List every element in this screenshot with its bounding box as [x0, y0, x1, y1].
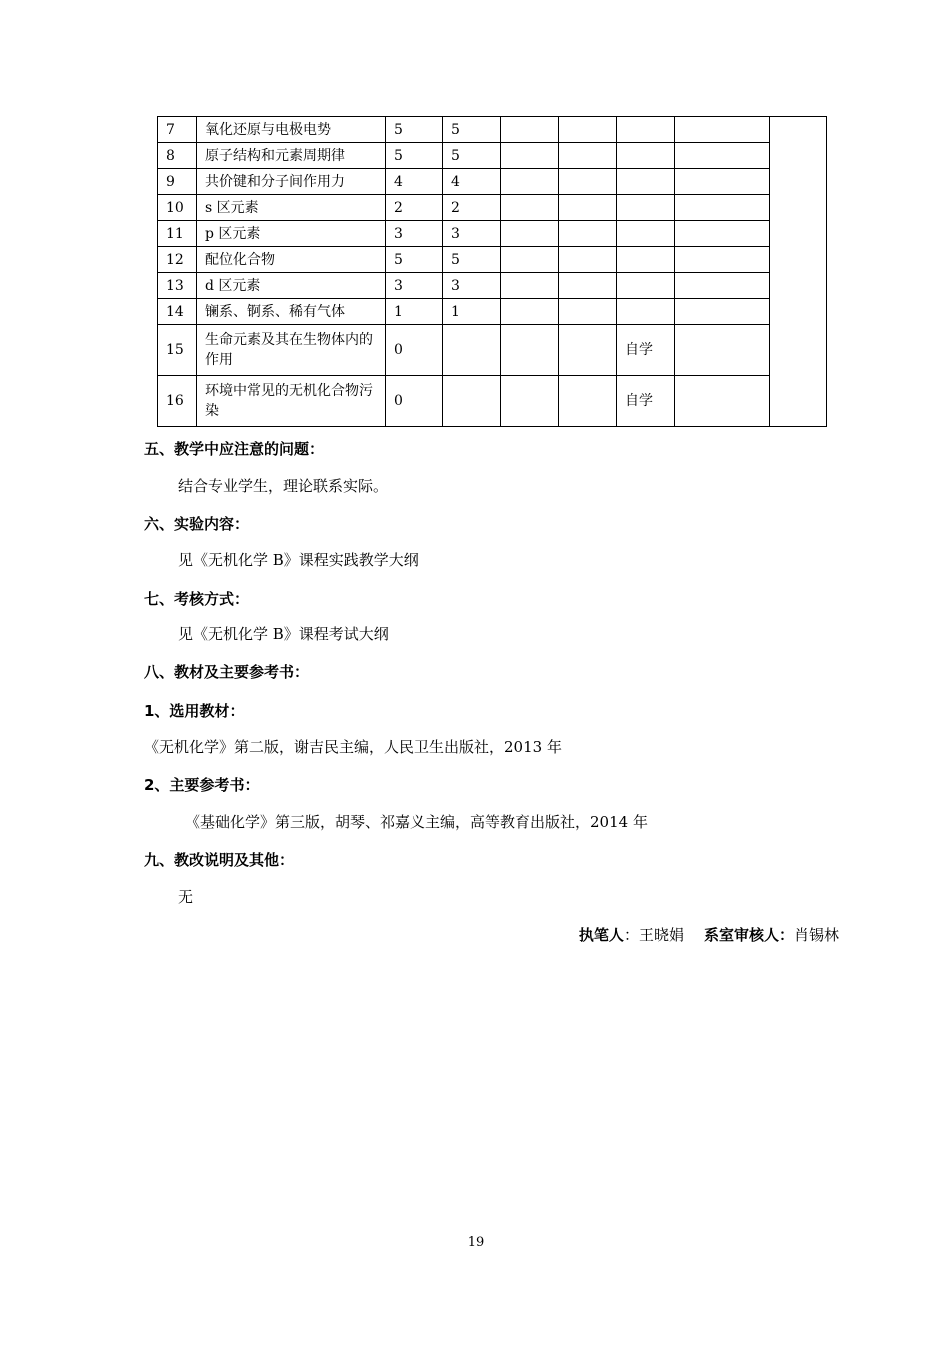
- row-number-cell: 8: [158, 143, 197, 169]
- hours-total-cell: 0: [386, 376, 443, 427]
- course-schedule-table: [157, 116, 827, 427]
- empty-cell: [559, 325, 617, 376]
- hours-total-cell: 1: [386, 299, 443, 325]
- reviewer-name: 肖锡林: [793, 926, 839, 944]
- table-body: [158, 117, 827, 427]
- empty-cell: [501, 117, 559, 143]
- empty-cell: [501, 195, 559, 221]
- empty-cell: [675, 221, 770, 247]
- row-number-cell: 11: [158, 221, 197, 247]
- note-cell: 自学: [617, 376, 675, 427]
- chapter-title-cell: 镧系、锕系、稀有气体: [197, 299, 386, 325]
- hours-lecture-cell: 3: [443, 221, 501, 247]
- table-row: [158, 325, 827, 376]
- table-row: [158, 117, 827, 143]
- table-row: [158, 299, 827, 325]
- note-cell: [617, 273, 675, 299]
- chapter-title-cell: 环境中常见的无机化合物污染: [197, 376, 386, 427]
- author-separator: ：: [623, 926, 639, 944]
- empty-cell: [675, 273, 770, 299]
- section-5-text: 结合专业学生，理论联系实际。: [178, 477, 389, 495]
- empty-cell: [675, 325, 770, 376]
- empty-cell: [675, 299, 770, 325]
- hours-lecture-cell: 1: [443, 299, 501, 325]
- hours-lecture-cell: 5: [443, 143, 501, 169]
- chapter-title-cell: 原子结构和元素周期律: [197, 143, 386, 169]
- section-7-heading: 七、考核方式：: [144, 590, 250, 608]
- hours-lecture-cell: 5: [443, 117, 501, 143]
- empty-cell: [559, 143, 617, 169]
- table-row: [158, 273, 827, 299]
- section-8-2-text: 《基础化学》第三版，胡琴、祁嘉义主编，高等教育出版社，2014 年: [185, 813, 648, 831]
- empty-cell: [675, 376, 770, 427]
- row-number-cell: 7: [158, 117, 197, 143]
- note-cell: [617, 117, 675, 143]
- empty-cell: [559, 376, 617, 427]
- hours-lecture-cell: 2: [443, 195, 501, 221]
- hours-total-cell: 5: [386, 247, 443, 273]
- hours-lecture-cell: 5: [443, 247, 501, 273]
- empty-cell: [559, 117, 617, 143]
- table-row: [158, 221, 827, 247]
- chapter-title-cell: 生命元素及其在生物体内的作用: [197, 325, 386, 376]
- empty-cell: [501, 221, 559, 247]
- row-number-cell: 9: [158, 169, 197, 195]
- empty-cell: [501, 143, 559, 169]
- hours-lecture-cell: 3: [443, 273, 501, 299]
- empty-cell: [559, 169, 617, 195]
- author-label: 执笔人: [578, 926, 624, 944]
- note-cell: [617, 299, 675, 325]
- empty-cell: [675, 247, 770, 273]
- hours-lecture-cell: [443, 325, 501, 376]
- section-7-text: 见《无机化学 B》课程考试大纲: [178, 625, 389, 643]
- chapter-title-cell: s 区元素: [197, 195, 386, 221]
- hours-total-cell: 5: [386, 117, 443, 143]
- reviewer-label: 系室审核人：: [703, 926, 794, 944]
- hours-total-cell: 3: [386, 221, 443, 247]
- page-number: 19: [467, 1235, 485, 1250]
- section-8-1-text: 《无机化学》第二版，谢吉民主编，人民卫生出版社，2013 年: [144, 738, 562, 756]
- merged-empty-cell: [770, 117, 827, 427]
- section-8-1-heading: 1、选用教材：: [144, 702, 245, 720]
- row-number-cell: 14: [158, 299, 197, 325]
- note-cell: 自学: [617, 325, 675, 376]
- chapter-title-cell: d 区元素: [197, 273, 386, 299]
- section-9-text: 无: [178, 888, 194, 906]
- empty-cell: [559, 221, 617, 247]
- section-8-2-heading: 2、主要参考书：: [144, 776, 260, 794]
- row-number-cell: 15: [158, 325, 197, 376]
- hours-total-cell: 2: [386, 195, 443, 221]
- empty-cell: [501, 247, 559, 273]
- hours-lecture-cell: [443, 376, 501, 427]
- signature-line: [579, 924, 839, 945]
- hours-lecture-cell: 4: [443, 169, 501, 195]
- empty-cell: [559, 247, 617, 273]
- empty-cell: [559, 195, 617, 221]
- empty-cell: [675, 195, 770, 221]
- empty-cell: [675, 143, 770, 169]
- section-6-text: 见《无机化学 B》课程实践教学大纲: [178, 551, 419, 569]
- table-row: [158, 247, 827, 273]
- empty-cell: [675, 169, 770, 195]
- chapter-title-cell: 配位化合物: [197, 247, 386, 273]
- row-number-cell: 13: [158, 273, 197, 299]
- table-row: [158, 376, 827, 427]
- note-cell: [617, 169, 675, 195]
- table-row: [158, 195, 827, 221]
- section-9-heading: 九、教改说明及其他：: [144, 851, 295, 869]
- empty-cell: [501, 376, 559, 427]
- empty-cell: [501, 299, 559, 325]
- note-cell: [617, 143, 675, 169]
- hours-total-cell: 3: [386, 273, 443, 299]
- note-cell: [617, 195, 675, 221]
- hours-total-cell: 0: [386, 325, 443, 376]
- author-name: 王晓娟: [638, 926, 684, 944]
- empty-cell: [559, 299, 617, 325]
- note-cell: [617, 221, 675, 247]
- table-row: [158, 143, 827, 169]
- hours-total-cell: 5: [386, 143, 443, 169]
- empty-cell: [501, 169, 559, 195]
- section-5-heading: 五、教学中应注意的问题：: [144, 440, 325, 458]
- section-6-heading: 六、实验内容：: [144, 515, 250, 533]
- chapter-title-cell: 氧化还原与电极电势: [197, 117, 386, 143]
- section-8-heading: 八、教材及主要参考书：: [144, 663, 310, 681]
- empty-cell: [559, 273, 617, 299]
- chapter-title-cell: p 区元素: [197, 221, 386, 247]
- row-number-cell: 10: [158, 195, 197, 221]
- table-row: [158, 169, 827, 195]
- row-number-cell: 16: [158, 376, 197, 427]
- empty-cell: [501, 325, 559, 376]
- hours-total-cell: 4: [386, 169, 443, 195]
- empty-cell: [675, 117, 770, 143]
- chapter-title-cell: 共价键和分子间作用力: [197, 169, 386, 195]
- row-number-cell: 12: [158, 247, 197, 273]
- note-cell: [617, 247, 675, 273]
- empty-cell: [501, 273, 559, 299]
